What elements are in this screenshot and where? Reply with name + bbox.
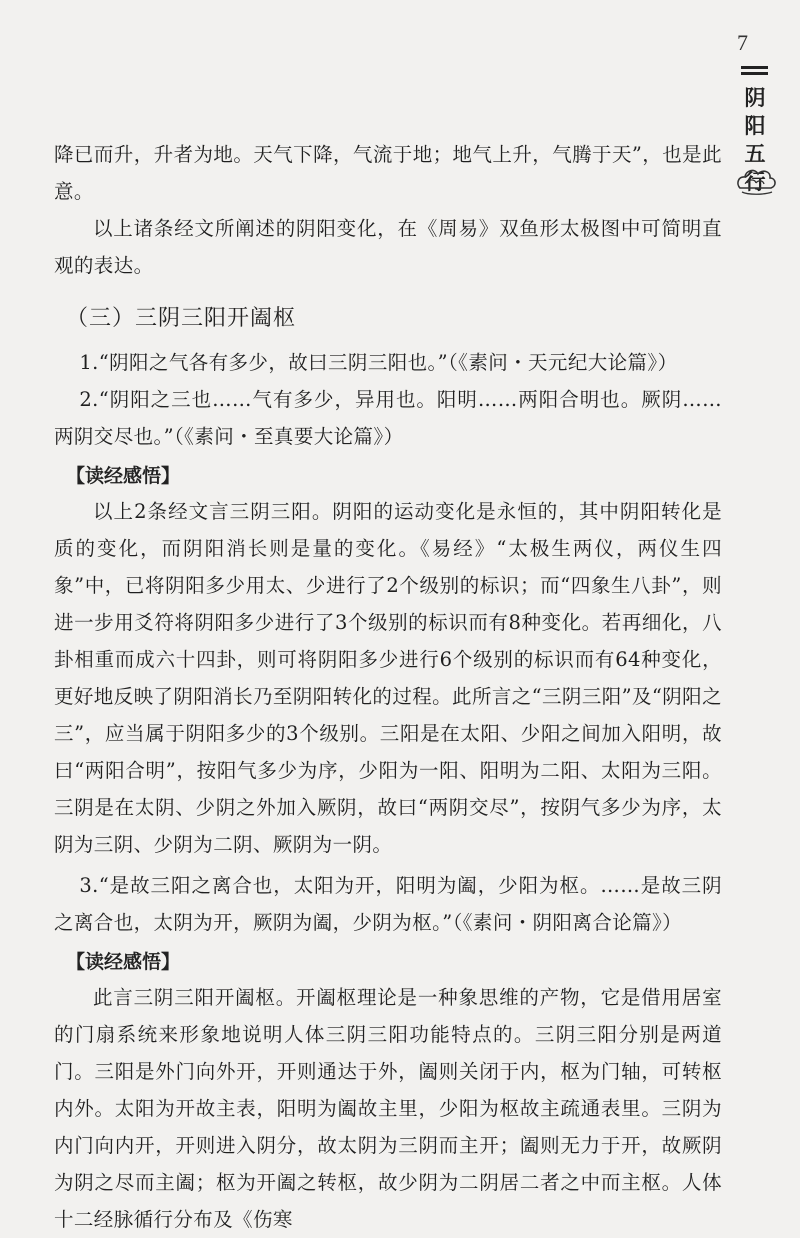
quote-text: 1.“阴阳之气各有多少，故曰三阴三阳也。”（《素问・天元纪大论篇》） (79, 351, 678, 374)
paragraph: 此言三阴三阳开阖枢。开阖枢理论是一种象思维的产物，它是借用居室的门扇系统来形象地说明人体三阴三阳功能特点的。三阴三阳分别是两道门。三阳是外门向外开，开则通达于外，阖则关闭于内，枢为门轴，可转枢内外。太阳为开故主表，阳明为阖故主里，少阳为枢故主疏通表里。三阴为内门向内开，开则进入阴分，故太阴为三阴而主开；阖则无力于开，故厥阴为阴之尽而主阖；枢为开阖之转枢，故少阴为二阴居二者之中而主枢。人体十二经脉循行分布及《伤寒 (54, 986, 722, 1231)
cloud-ornament-icon (734, 162, 778, 200)
insight-label: 【读经感悟】 (66, 465, 181, 487)
page-number: 7 (737, 30, 748, 55)
quote-item (54, 867, 722, 941)
section-title: （三）三阴三阳开阖枢 (66, 306, 297, 331)
insight-label: 【读经感悟】 (66, 951, 181, 973)
side-label-char: 行 (744, 170, 766, 194)
quote-text: 3.“是故三阳之离合也，太阳为开，阳明为阖，少阳为枢。……是故三阴之离合也，太阴为开，厥阴为阖，少阴为枢。”（《素问・阴阳离合论篇》） (54, 874, 722, 934)
side-label-char: 阴 (744, 86, 766, 110)
paragraph: 以上2条经文言三阴三阳。阴阳的运动变化是永恒的，其中阴阳转化是质的变化，而阴阳消长则是量的变化。《易经》“太极生两仪，两仪生四象”中，已将阴阳多少用太、少进行了2个级别的标识；而“四象生八卦”，则进一步用爻符将阴阳多少进行了3个级别的标识而有8种变化。若再细化，八卦相重而成六十四卦，则可将阴阳多少进行6个级别的标识而有64种变化，更好地反映了阴阳消长乃至阴阳转化的过程。此所言之“三阴三阳”及“阴阳之三”，应当属于阴阳多少的3个级别。三阳是在太阳、少阳之间加入阳明，故曰“两阳合明”，按阳气多少为序，少阳为一阳、阳明为二阳、太阳为三阳。三阴是在太阴、少阴之外加入厥阴，故曰“两阴交尽”，按阴气多少为序，太阴为三阴、少阴为二阴、厥阴为一阴。 (54, 500, 722, 856)
page-body (54, 136, 722, 1238)
side-label-char: 五 (744, 142, 766, 166)
side-label-char: 阳 (744, 114, 766, 138)
paragraph: 以上诸条经文所阐述的阴阳变化，在《周易》双鱼形太极图中可简明直观的表达。 (54, 217, 722, 277)
margin-rule-top (741, 66, 768, 69)
quote-text: 2.“阴阳之三也……气有多少，异用也。阳明……两阳合明也。厥阴……两阴交尽也。”（《素问・至真要大论篇》） (54, 388, 722, 448)
margin-rule-bottom (741, 72, 768, 75)
paragraph: 降已而升，升者为地。天气下降，气流于地；地气上升，气腾于天”，也是此意。 (54, 143, 722, 203)
quote-item (54, 344, 722, 381)
quote-item (54, 381, 722, 455)
